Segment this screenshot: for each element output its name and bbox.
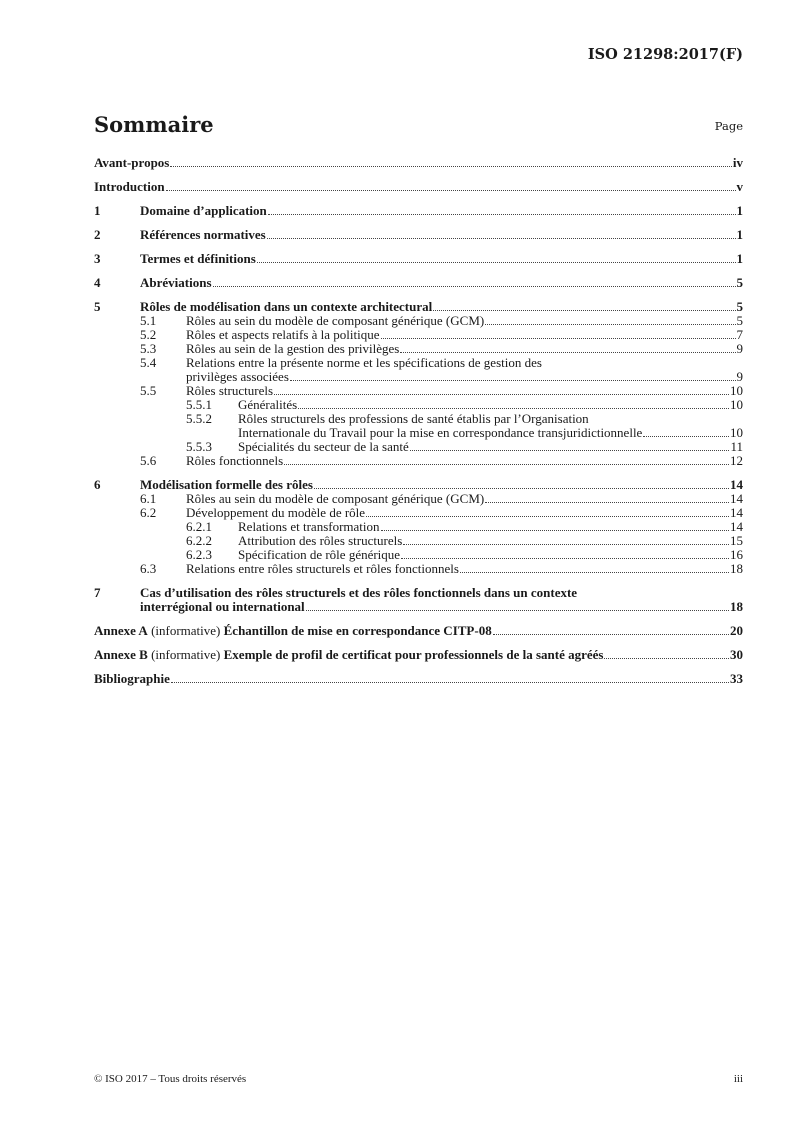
toc-entry-page: 30 <box>730 647 743 662</box>
toc-entry-title: Rôles au sein du modèle de composant générique (GCM) <box>186 313 485 328</box>
toc-leader-dots <box>433 310 735 311</box>
toc-entry-title-line1: Relations entre la présente norme et les spécifications de gestion des <box>186 355 542 370</box>
toc-leader-dots <box>410 450 730 451</box>
toc-entry-title-line1: Cas d’utilisation des rôles structurels et des rôles fonctionnels dans un contexte <box>140 585 578 600</box>
toc-entry-s6-1[interactable] <box>94 492 743 506</box>
toc-entry-title: Relations entre rôles structurels et rôles fonctionnels <box>186 561 459 576</box>
toc-leader-dots <box>403 544 729 545</box>
toc-entry-page: iv <box>732 155 743 170</box>
toc-entry-s5-6[interactable] <box>94 454 743 468</box>
toc-entry-page: 10 <box>730 397 743 412</box>
toc-entry-page: 14 <box>730 477 743 492</box>
toc-entry-page: 5 <box>736 275 743 290</box>
toc-entry-number: 5.5.1 <box>186 397 212 412</box>
toc-leader-dots <box>460 572 729 573</box>
toc-leader-dots <box>170 166 732 167</box>
toc-leader-dots <box>298 408 729 409</box>
toc-entry-page: 20 <box>730 623 743 638</box>
toc-entry-page: 16 <box>730 547 743 562</box>
toc-entry-title: Développement du modèle de rôle <box>186 505 366 520</box>
toc-annex-note: (informative) <box>147 623 224 638</box>
toc-entry-s6[interactable] <box>94 478 743 492</box>
toc-entry-title: Exemple de profil de certificat pour professionnels de la santé agréés <box>223 647 604 662</box>
toc-entry-s5-2[interactable] <box>94 328 743 342</box>
toc-entry-number: 7 <box>94 585 101 600</box>
toc-leader-dots <box>314 488 729 489</box>
toc-entry-page: 18 <box>730 561 743 576</box>
toc-entry-s5-1[interactable] <box>94 314 743 328</box>
toc-leader-dots <box>306 610 729 611</box>
toc-entry-title: Introduction <box>94 179 165 194</box>
toc-leader-dots <box>381 530 729 531</box>
toc-entry-title: Rôles au sein du modèle de composant générique (GCM) <box>186 491 485 506</box>
toc-leader-dots <box>643 436 729 437</box>
toc-entry-page: 7 <box>736 327 743 342</box>
toc-entry-number: 5.3 <box>140 341 157 356</box>
toc-entry-number: 1 <box>94 203 101 218</box>
toc-leader-dots <box>257 262 736 263</box>
toc-entry-title-line1: Rôles structurels des professions de santé établis par l’Organisation <box>238 411 589 426</box>
toc-entry-title: Rôles au sein de la gestion des privilèges <box>186 341 400 356</box>
toc-leader-dots <box>171 682 729 683</box>
toc-leader-dots <box>268 214 736 215</box>
toc-entry-title: Généralités <box>238 397 298 412</box>
toc-entry-title: Rôles de modélisation dans un contexte architectural <box>140 299 433 314</box>
toc-entry-s6-2-1[interactable] <box>94 520 743 534</box>
toc-entry-number: 5.6 <box>140 453 157 468</box>
toc-leader-dots <box>274 394 729 395</box>
footer-copyright: © ISO 2017 – Tous droits réservés <box>94 1073 247 1085</box>
toc-entry-number: 6.2 <box>140 505 157 520</box>
toc-leader-dots <box>401 558 729 559</box>
toc-entry-annexe-a[interactable] <box>94 624 743 638</box>
toc-leader-dots <box>290 380 736 381</box>
toc-entry-number: 5.4 <box>140 355 157 370</box>
toc-entry-page: 9 <box>736 341 743 356</box>
toc-entry-s6-3[interactable] <box>94 562 743 576</box>
toc-leader-dots <box>381 338 736 339</box>
toc-entry-s5-5-1[interactable] <box>94 398 743 412</box>
toc-entry-page: 18 <box>730 599 743 614</box>
document-header-id: ISO 21298:2017(F) <box>587 46 743 63</box>
toc-entry-annexe-b[interactable] <box>94 648 743 662</box>
toc-entry-title: Rôles structurels <box>186 383 274 398</box>
toc-entry-number: 5.1 <box>140 313 157 328</box>
toc-leader-dots <box>400 352 735 353</box>
toc-entry-page: 1 <box>736 203 743 218</box>
toc-entry-page: 33 <box>730 671 743 686</box>
page-title: Sommaire <box>94 112 214 137</box>
toc-annex-label: Annexe A <box>94 623 148 638</box>
toc-entry-number: 5.5 <box>140 383 157 398</box>
toc-entry-s7[interactable] <box>94 586 743 614</box>
toc-entry-page: 5 <box>736 313 743 328</box>
toc-entry-title: Termes et définitions <box>140 251 256 266</box>
toc-leader-dots <box>485 502 729 503</box>
toc-entry-avant-propos[interactable] <box>94 156 743 170</box>
toc-entry-number: 2 <box>94 227 101 242</box>
toc-entry-s4[interactable] <box>94 276 743 290</box>
toc-entry-title: Avant-propos <box>94 155 170 170</box>
toc-entry-s3[interactable] <box>94 252 743 266</box>
toc-entry-title: Internationale du Travail pour la mise en correspondance transjuridictionnelle <box>238 425 643 440</box>
toc-entry-s6-2[interactable] <box>94 506 743 520</box>
toc-entry-title: interrégional ou international <box>140 599 305 614</box>
toc-entry-number: 4 <box>94 275 101 290</box>
toc-entry-number: 6.2.3 <box>186 547 212 562</box>
toc-entry-title: Modélisation formelle des rôles <box>140 477 313 492</box>
toc-entry-page: 12 <box>730 453 743 468</box>
toc-leader-dots <box>366 516 729 517</box>
toc-leader-dots <box>604 658 729 659</box>
toc-entry-s5-5-3[interactable] <box>94 440 743 454</box>
toc-leader-dots <box>166 190 736 191</box>
toc-entry-number: 6.2.1 <box>186 519 212 534</box>
toc-entry-page: 9 <box>736 369 743 384</box>
toc-entry-s5-4[interactable] <box>94 356 743 384</box>
toc-entry-s5-5[interactable] <box>94 384 743 398</box>
toc-entry-s6-2-3[interactable] <box>94 548 743 562</box>
toc-entry-title: Attribution des rôles structurels <box>238 533 403 548</box>
toc-entry-number: 5.5.3 <box>186 439 212 454</box>
toc-leader-dots <box>284 464 729 465</box>
toc-entry-number: 3 <box>94 251 101 266</box>
toc-entry-title: Bibliographie <box>94 671 170 686</box>
toc-entry-s6-2-2[interactable] <box>94 534 743 548</box>
toc-entry-s5[interactable] <box>94 300 743 314</box>
toc-leader-dots <box>267 238 736 239</box>
toc-entry-page: 15 <box>730 533 743 548</box>
toc-entry-title: Références normatives <box>140 227 266 242</box>
toc-entry-number: 5.5.2 <box>186 411 212 426</box>
toc-leader-dots <box>213 286 736 287</box>
toc-entry-number: 6 <box>94 477 101 492</box>
toc-entry-s1[interactable] <box>94 204 743 218</box>
toc-entry-title: Échantillon de mise en correspondance CITP-08 <box>223 623 492 638</box>
toc-entry-number: 5 <box>94 299 101 314</box>
toc-annex-label: Annexe B <box>94 647 148 662</box>
toc-entry-page: v <box>736 179 743 194</box>
toc-entry-title: Rôles et aspects relatifs à la politique <box>186 327 380 342</box>
toc-entry-introduction[interactable] <box>94 180 743 194</box>
toc-entry-title: Spécification de rôle générique <box>238 547 401 562</box>
toc-entry-page: 10 <box>730 425 743 440</box>
toc-entry-s5-3[interactable] <box>94 342 743 356</box>
toc-entry-number: 6.2.2 <box>186 533 212 548</box>
toc-entry-title: Domaine d’application <box>140 203 267 218</box>
toc-entry-page: 1 <box>736 227 743 242</box>
toc-entry-title: Spécialités du secteur de la santé <box>238 439 409 454</box>
toc-leader-dots <box>493 634 729 635</box>
toc-entry-title: Rôles fonctionnels <box>186 453 284 468</box>
toc-entry-page: 14 <box>730 491 743 506</box>
toc-annex-note: (informative) <box>147 647 224 662</box>
toc-entry-title: Abréviations <box>140 275 212 290</box>
toc-entry-page: 14 <box>730 505 743 520</box>
toc-entry-bibliographie[interactable] <box>94 672 743 686</box>
toc-entry-page: 1 <box>736 251 743 266</box>
toc-entry-number: 6.1 <box>140 491 157 506</box>
toc-entry-number: 6.3 <box>140 561 157 576</box>
toc-entry-page: 5 <box>736 299 743 314</box>
toc-entry-s5-5-2[interactable] <box>94 412 743 440</box>
toc-entry-page: 14 <box>730 519 743 534</box>
toc-entry-title: privilèges associées <box>186 369 289 384</box>
table-of-contents <box>94 156 743 686</box>
footer-page-number: iii <box>733 1073 743 1085</box>
toc-leader-dots <box>485 324 735 325</box>
toc-entry-page: 10 <box>730 383 743 398</box>
toc-entry-title: Relations et transformation <box>238 519 380 534</box>
page-column-label: Page <box>714 119 743 133</box>
toc-entry-number: 5.2 <box>140 327 157 342</box>
toc-entry-s2[interactable] <box>94 228 743 242</box>
toc-entry-page: 11 <box>730 439 743 454</box>
